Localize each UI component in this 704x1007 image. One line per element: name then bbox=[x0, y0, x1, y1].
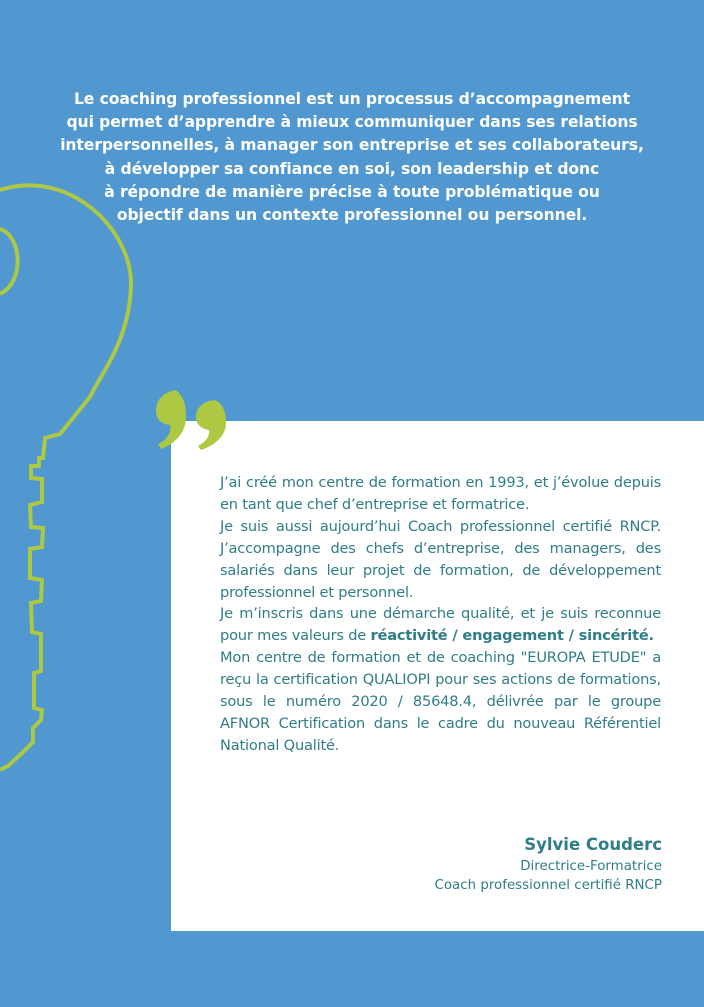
signature-name: Sylvie Couderc bbox=[524, 835, 662, 854]
intro-line: interpersonnelles, à manager son entreprise et ses collaborateurs, bbox=[60, 136, 644, 155]
testimonial-paragraph: Mon centre de formation et de coaching "EUROPA ETUDE" a reçu la certification QUALIOPI pour ses actions de formations, sous le numéro 2020 / 85648.4, délivrée par le groupe AFNOR Certification dans le cadre du nouveau Référentiel National Qualité. bbox=[220, 649, 661, 754]
intro-paragraph bbox=[40, 88, 664, 227]
intro-line: qui permet d’apprendre à mieux communiquer dans ses relations bbox=[66, 113, 638, 132]
intro-line: objectif dans un contexte professionnel ou personnel. bbox=[116, 206, 588, 225]
intro-line: à répondre de manière précise à toute problématique ou bbox=[104, 182, 600, 201]
testimonial-values: réactivité / engagement / sincérité. bbox=[370, 627, 654, 645]
testimonial-paragraph: Je suis aussi aujourd’hui Coach professionnel certifié RNCP. J’accompagne des chefs d’entreprise, des managers, des salariés dans leur projet de formation, de développement professionnel et personnel. bbox=[220, 517, 661, 601]
signature-role: Directrice-Formatrice bbox=[520, 859, 662, 874]
testimonial-paragraph bbox=[220, 603, 661, 647]
testimonial-card bbox=[171, 421, 704, 931]
signature-block bbox=[434, 833, 662, 895]
testimonial-values-intro: Je m’inscris dans une démarche qualité, et je suis reconnue pour mes valeurs de bbox=[220, 605, 661, 645]
testimonial-paragraph: J’ai créé mon centre de formation en 1993, et j’évolue depuis en tant que chef d’entreprise et formatrice. bbox=[220, 474, 661, 513]
testimonial-text bbox=[220, 472, 661, 757]
signature-certification: Coach professionnel certifié RNCP bbox=[434, 878, 662, 893]
intro-line: Le coaching professionnel est un processus d’accompagnement bbox=[73, 90, 631, 108]
opening-quote-icon bbox=[152, 386, 236, 452]
intro-line: à développer sa confiance en soi, son leadership et donc bbox=[104, 159, 600, 178]
